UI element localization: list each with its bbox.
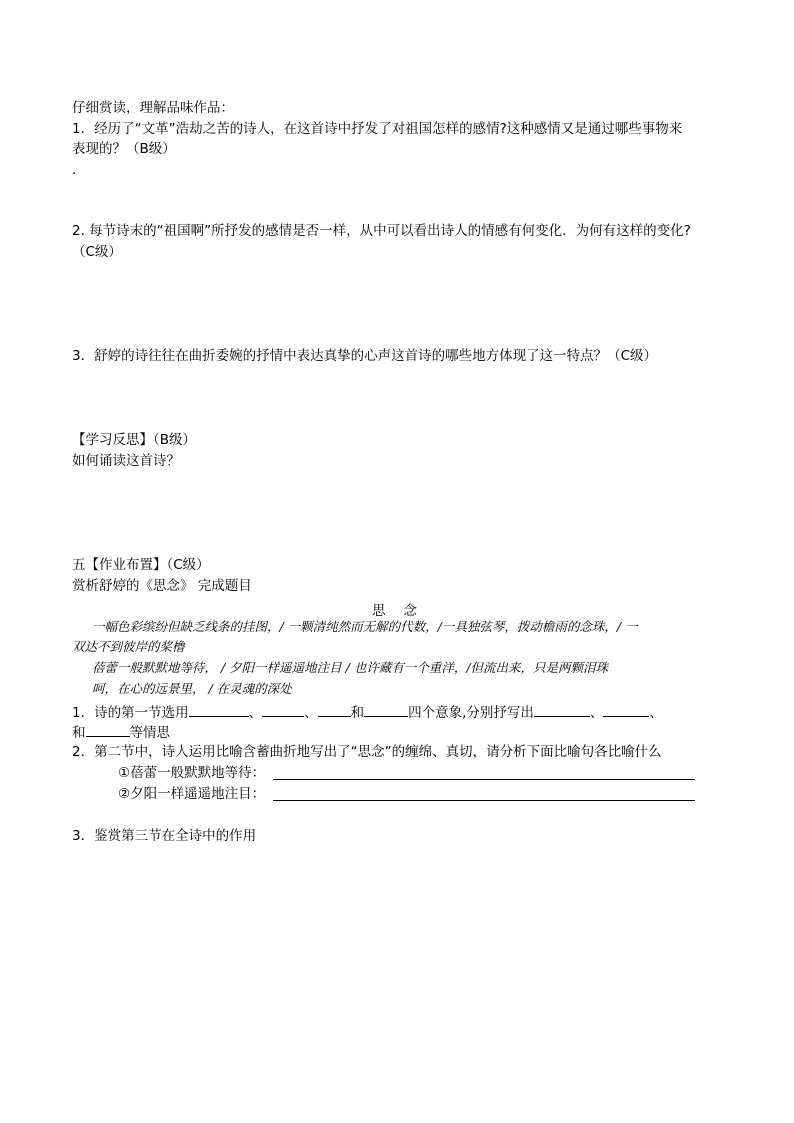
homework-question-1-line-1: [72, 702, 663, 722]
poem-line-2: 双达不到彼岸的桨橹: [72, 639, 185, 654]
answer-line[interactable]: [273, 799, 695, 801]
hw-q1-sep: 、: [649, 705, 663, 721]
answer-blank[interactable]: [603, 702, 649, 717]
answer-blank[interactable]: [364, 702, 408, 717]
reflection-question: 如何诵读这首诗？: [72, 453, 180, 469]
hw-q1-and: 和: [350, 705, 365, 721]
answer-blank[interactable]: [262, 702, 304, 717]
hw-q1-mid: 四个意象,分别抒写出: [408, 705, 534, 721]
answer-line[interactable]: [273, 778, 695, 780]
reflection-title: 【学习反思】（B级）: [72, 432, 197, 448]
homework-question-2: 2．第二节中，诗人运用比喻含蓄曲折地写出了“思念”的缠绵、真切，请分析下面比喻句各比喻什么: [72, 744, 662, 760]
answer-blank[interactable]: [189, 702, 249, 717]
answer-blank[interactable]: [534, 702, 590, 717]
homework-task: 赏析舒婷的《思念》 完成题目: [72, 578, 252, 594]
homework-question-3: 3．鉴赏第三节在全诗中的作用: [72, 828, 257, 844]
section-intro: 仔细赏读，理解品味作品：: [72, 100, 234, 116]
hw-q1-prefix: 1．诗的第一节选用: [72, 705, 189, 721]
homework-title: 五【作业布置】（C级）: [72, 557, 210, 573]
answer-blank[interactable]: [318, 702, 351, 717]
question-3: 3．舒婷的诗往往在曲折委婉的抒情中表达真挚的心声这首诗的哪些地方体现了这一特点？（C级）: [72, 348, 658, 364]
hw-q1-sep: 、: [589, 705, 604, 721]
hw-q1-sep: 、: [304, 705, 318, 721]
question-1-line-1: 1．经历了“文革”浩劫之苦的诗人，在这首诗中抒发了对祖国怎样的感情?这种感情又是通过哪些事物来: [72, 121, 683, 137]
hw-q1-suffix: 等情思: [129, 725, 170, 741]
hw-q1-sep: 、: [248, 705, 263, 721]
homework-question-2-item-2: ②夕阳一样遥遥地注目：: [118, 786, 266, 802]
homework-question-2-item-1: ①蓓蕾一般默默地等待：: [118, 765, 266, 781]
question-2-line-1: 2. 每节诗末的“祖国啊”所抒发的感情是否一样，从中可以看出诗人的情感有何变化．为何有这样的变化?: [72, 223, 691, 239]
poem-line-3: 蓓蕾一般默默地等待， / 夕阳一样遥遥地注目 / 也许藏有一个重洋，/但流出来，只是两颗泪珠: [92, 660, 609, 675]
question-1-line-2: 表现的？（B级）: [72, 141, 176, 157]
poem-line-4: 呵，在心的远景里， / 在灵魂的深处: [92, 681, 292, 696]
poem-title: 思念: [372, 603, 435, 619]
homework-question-1-line-2: [72, 722, 170, 742]
answer-blank[interactable]: [86, 722, 130, 737]
hw-q1-and: 和: [72, 725, 86, 741]
question-1-dot: .: [72, 162, 77, 178]
question-2-line-2: （C级）: [72, 244, 122, 260]
poem-line-1: 一幅色彩缤纷但缺乏线条的挂图，/ 一颗清纯然而无解的代数，/一具独弦琴，拨动檐雨的念珠，/ 一: [92, 619, 638, 634]
